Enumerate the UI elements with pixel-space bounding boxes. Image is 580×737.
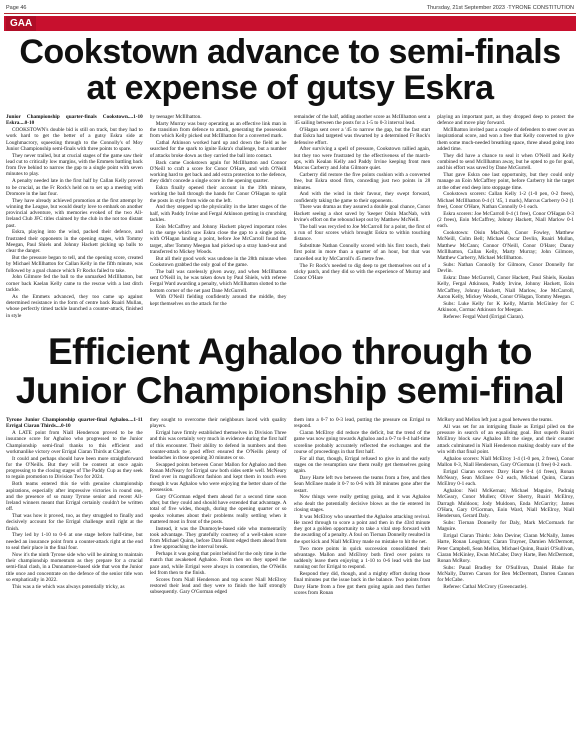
article-paragraph: They did have a chance to seal it when O'Neill and Kelly combined to send McIllhatton away, but he opted to go for goal, and his effort was saved by Dane McGurrell.	[437, 152, 574, 172]
article-paragraph: Back came Cookstown again for McIllhatton and Connor O'Neill to craft a score for Conor O'Hare, and with O'Neill working hard to get back and add extra protection to the defence, they didn't concede a single score in the opening quarter.	[149, 159, 287, 185]
story2-headline: Efficient Aghaloo through to Junior Championship semi-final	[15, 331, 565, 411]
story1-body	[6, 114, 574, 322]
article-paragraph: Referee: Fergal Ward (Errigal Ciaran).	[443, 313, 525, 320]
story2-column	[150, 417, 287, 733]
section-label: GAA	[6, 16, 36, 31]
story2-column	[6, 417, 143, 733]
article-paragraph: Subs: Paual Bradley for O'Sullivan, Daniel Blake for McNally, Darren Carson for Ben McDermott, Darren Cannon for McCabe.	[437, 564, 574, 584]
article-paragraph: They never trailed, but at crucial stages of the game saw their lead cut to critically low margins, with the Emmets battling back from five behind to narrow the gap to a single point with seven minutes to play.	[6, 152, 143, 178]
article-paragraph: A LATE point from Niall Henderson proved to be the insurance score for Aghaloo who progressed to the Junior Championship semi-final thanks to this efficient and workmanlike victory over Errigal Ciaran Thirds at Clogher.	[6, 430, 143, 455]
article-paragraph: Marty Murray was busy operating as an effective link man in the transition from defence to attack, generating the possession from which Kelly picked out McIllhatton for a converted mark.	[149, 120, 287, 140]
article-paragraph: That was how it proved, too, as they struggled to finally and decisively account for the Errigal challenge until right at the finish.	[6, 513, 143, 532]
article-paragraph: As the Emmets advanced, they too came up against determined resistance in the form of centre back Ruairi Mullan, whose perfectly timed tackle launched a counter-attack, finished in style	[6, 293, 143, 319]
article-paragraph: Eskra, playing into the wind, packed their defence, and frustrated their opponents in the opening stages, with Tommy Meegan, Paul Shiels and Johnny Hackett picking up balls to clear the danger.	[6, 229, 143, 255]
issue-line: Thursday, 21st September 2023 ·TYRONE CONSTITUTION	[426, 5, 574, 11]
article-paragraph: COOKSTOWN's double bid is still on track, but they had to work hard to get the better of a gutsy Eskra side at Loughmacrory, squeezing through to the Connolly's of Moy Junior Championship semi-finals with three points to spare.	[6, 127, 143, 152]
article-paragraph: Perhaps it was going that point behind for the only time in the match that awakened Aghaloo. From then on they upped the pace and, while Errigal were always in contention, the O'Neills led from then to the finish.	[149, 551, 287, 576]
article-paragraph: Subs: Tiernan Donnelly for Daly, Mark McCormack for Maguire.	[437, 519, 574, 533]
section-bar	[4, 16, 576, 31]
story-subhead: Tyrone Junior Championship quarter-final Aghaloo....1-11 Errigal Ciaran Thirds....0-10	[6, 417, 143, 430]
article-paragraph: Errigal Ciaran scorers: Davy Harte 0-4 (4 frees), Ronan McNeary, Sean McEnee 0-2 each, Michael Quinn, Ciaran McElroy 0-1 each.	[437, 468, 574, 488]
story1-column	[437, 114, 574, 322]
article-paragraph: Instead, it was the Dunmoyle-based side who momentarily took advantage. They gratefully courtesy of a well-taken score from Michael Quinn, before Dara Hurst edged them ahead from a free approaching the interval break.	[149, 525, 287, 551]
article-paragraph: Eskra scorers: Joe McCarroll 0-4 (1 free), Conor O'Hagan 0-3 (2 frees), Eoin McCaffrey, Johnny Hackett, Niall Marlow 0-1 each.	[437, 210, 574, 230]
article-paragraph: Errigal have firmly established themselves in Division Three and this was certainly very much in evidence during the first half of this encounter. Their ability to defend in numbers and then counter-attack to good effect ensured the O'Neills plenty of headaches in those opening 30 minutes or so.	[149, 430, 287, 462]
article-paragraph: Eskra finally opened their account in the 19th minute, working the ball through the hands for Conor O'Hagan to split the posts in style from wide on the left.	[149, 185, 287, 204]
story2-column	[294, 417, 431, 733]
article-paragraph: Ciaran McElroy did reduce the deficit, but the trend of the game was now going towards Aghaloo and a 0-7 to 0-4 half-time scoreline probably accurately reflected the exchanges and the course of proceedings in that first half.	[293, 430, 431, 455]
article-paragraph: A penalty needed late in the first half by Callan Kelly proved to be crucial, as the Fr Rock's held on to set up a meeting with Dromore in the last four.	[6, 178, 143, 197]
article-paragraph: McIllhatton invited past a couple of defenders to steer over an inspirational score, and won a free that Kelly converted to give them some much-needed breathing space, three ahead going into added time.	[437, 127, 574, 152]
article-paragraph: There was drama as they assured a double goal chance, Conor Hackett seeing a shot saved by 'keeper Oisin MacNab, with Irvine's effort on the rebound kept out by Matthew McNeill.	[293, 204, 431, 223]
page-number: Page 46	[6, 5, 27, 11]
article-paragraph: And they stepped up the physicality in the latter stages of the half, with Paddy Irvine and Fergal Atkinson getting in crunching tackles.	[149, 204, 287, 223]
article-paragraph: Eskra: Dane McGurrell, Conor Hackett, Paul Shiels, Kealan Kelly, Fergal Atkinson, Paddy Irvine, Johnny Hackett, Eoin McCaffrey, Johnny Hackett, Niall Marlow, Joe McCarroll, Aaron Kelly, Mickey Woods, Conor O'Hagan, Tommy Meegan.	[437, 275, 574, 300]
article-paragraph: After surviving a spell of pressure, Cookstown rallied again, but they too were frustrated by the effectiveness of the march-ups, with Kealan Kelly and Paddy Irvine keeping front men Marcus Carberry and John Gilmore quiet.	[293, 146, 431, 172]
article-paragraph: Cathal Atkinson worked hard up and down the field as he searched for the spark to ignite Eskra's challenge, but a number of attacks broke down as they carried the ball into contact.	[149, 140, 287, 159]
article-paragraph: Subs: Luke Kelly for K Kelly, Martin McGinley for C Atkinson, Cormac Atkinson for Meegan.	[437, 300, 574, 313]
article-paragraph: All was set for an intriguing finale as Errigal piled on the pressure in search of an equalising goal. But superb Ruairi McElroy block saw Aghaloo lift the siege, and their counter attack culminated in Niall Henderson making doubly sure of the win with that final point.	[437, 423, 574, 455]
article-paragraph: The Fr Rock's needed to dig deep to get themselves out of a sticky patch, and they did so with the experience of Murray and Conor O'Hare	[293, 262, 431, 281]
article-paragraph: Both teams entered this tie with genuine championship aspirations, especially after impressive victories in round one, and the presence of so many Tyrone senior and recent All-Ireland winners meant that Errigal certainly couldn't be written off.	[6, 481, 143, 513]
article-paragraph: Davy Harte left two between the teams from a free, and then Sean McEnee made it 0-7 to 0-6 with 38 minutes gone after the restart.	[293, 475, 431, 494]
article-paragraph: Subs: Nathan Connolly for Gilmore, Conor Donnelly for Devlin.	[437, 261, 574, 275]
article-paragraph: them into a 0-7 to 0-3 lead, putting the pressure on Errigal to respond.	[293, 417, 431, 430]
article-paragraph: by teenager McIllhatton.	[149, 114, 202, 120]
story1-column	[294, 114, 431, 322]
article-paragraph: The ball was carelessly given away, and when McIllhatton sent O'Neill in, he was taken down by Paul Shiels, with referee Fergal Ward awarding a penalty, which McIllhatton slotted to the bottom corner of the net past Dane McGurrell.	[149, 268, 287, 294]
page-header	[6, 3, 574, 13]
article-paragraph: O'Hagan sent over a '45 to narrow the gap, but the fast start that Eskra had targeted was thwarted by a determined Fr Rock's defensive effort.	[293, 127, 431, 146]
article-paragraph: Now it's the ninth Tyrone side who will be aiming to maintain their championship momentum as they prepare for a crucial semi-final clash, in a Dunnamore-based side that won the Junior title once and concentrate on the defence of the senior title won so emphatically in 2022.	[6, 551, 143, 583]
article-paragraph: It could and perhaps should have been more straightforward for the O'Neills. But they will be content at once again progressing to the closing stages of The Paddy Cup as they seek to regain promotion to Division Two for 2024.	[6, 455, 143, 481]
story2-column	[437, 417, 574, 733]
header-rule	[4, 13, 576, 14]
article-paragraph: McRory and Mellon left just a goal between the teams.	[437, 417, 553, 423]
article-paragraph: remainder of the half, adding another score as McIllhatton sent a '45 sailing between the posts for a 1-5 to 0-3 interval lead.	[293, 114, 431, 127]
article-paragraph: And with the wind in their favour, they swept forward, confidently taking the game to their opponents.	[293, 191, 431, 204]
article-paragraph: John Gilmore fed the ball to the unmarked McIllhatton, but corner back Kaelan Kelly came to the rescue with a last ditch tackle.	[6, 274, 143, 293]
article-paragraph: Two more points in quick succession consolidated their advantage. Mallon and McElroy both fired over points to suddenly leave them enjoying a 1-10 to 0-6 lead with the last running out for Errigal to respond.	[293, 545, 431, 571]
article-paragraph: But all their good work was undone in the 28th minute when Cookstown grabbed the only goal of the game.	[149, 255, 287, 268]
story1-column	[150, 114, 287, 322]
article-paragraph: playing an important part, as they dropped deep to protect the defence and move play forward.	[437, 114, 574, 127]
article-paragraph: That gave Eskra one last opportunity, but they could only manage an Eoin McCaffrey point, before Carberry hit the target at the other end deep into stoppage time.	[437, 172, 574, 191]
article-paragraph: Now things were really getting going, and it was Aghaloo who dealt the potentially decisive blows as the tie entered its closing stages.	[293, 494, 431, 513]
article-paragraph: Substitute Nathan Connolly scored with his first touch, their first point in more than a quarter of an hour, but that was cancelled out by McCarroll's 45 metre free.	[293, 243, 431, 262]
article-paragraph: Carberry did restore the five points cushion with a converted free, but Eskra stood firm, conceding just two points in 28 minutes.	[293, 172, 431, 191]
article-paragraph: Eoin McCaffrey and Johnny Hackett played important roles in the surge which saw Eskra close the gap to a single point, with O'Hagan landing a point, before Joe McCarroll found the target, after Tommy Meegan had picked up a stray hand-out and transferred to Mickey Woods.	[149, 223, 287, 255]
article-paragraph: Respond they did, though, and a mighty effort during those final minutes put the issue back in the balance. Two points from Davy Harte from a free got them going again and then further scores from Ronan	[293, 571, 431, 596]
article-paragraph: But the pressure began to tell, and the opening score, created by Michael McIllhatton for Callan Kelly in the fifth minute, was followed by a goal chance which Fr Rocks failed to take.	[6, 255, 143, 274]
article-paragraph: For all that, though, Errigal refused to give in and the early stages on the resumption saw them really get themselves going again.	[293, 455, 431, 475]
article-paragraph: they sought to overcome their neighbours laced with quality players.	[149, 417, 287, 430]
article-paragraph: Errigal Ciaran Thirds: John Devine; Ciaran McNally, James Harte, Ronan Loughran; Ciaran Trayner, Damien McDermott, Peter Campbell, Sean Mellon, Michael Quinn, Ruairi O'Sullivan, Ciaran McKinley, Ewan McCabe; Davy Harte, Ben McDermott, Ronan McRory.	[437, 533, 574, 565]
article-paragraph: Scores from Niall Henderson and top scorer Niall McElroy restored their lead and they were to finish the half strongly subsequently. Gary O'Gorman edged	[149, 576, 287, 596]
article-paragraph: Aghaloo: Neil McKernan; Michael Maguire, Padraig McGeary, Conor Mullen; Oliver Sherry, Ruairi McElroy, Darragh Muldoon; Jody Muldoon, Enda McGarrity; James O'Hara, Gary O'Gorman, Eoin Ward, Niall McElroy, Niall Henderson, Gerard Daly.	[437, 488, 574, 520]
article-paragraph: Referee: Cathal McCrory (Greencastle).	[443, 584, 528, 591]
story1-column	[6, 114, 143, 322]
article-paragraph: It was McElroy who unearthed the Aghaloo attacking revival. He raced through to score a point and then in the 43rd minute they got a golden opportunity to take a vital step forward with the awarding of a penalty. A foul on Tiernan Donnelly resulted in the spot kick and Niall McElroy made no mistake to hit the net.	[293, 513, 431, 545]
article-paragraph: Gary O'Gorman edged them ahead for a second time soon after, but they could and should have extended that advantage. A total of five wides, though, during the opening quarter or so speaks volumes about their problems really settling when it mattered most in front of the posts.	[149, 493, 287, 525]
article-paragraph: The ball was recycled to Joe McCarroll for a point, the first of a run of four scores which brought Eskra to within touching distance.	[293, 223, 431, 243]
article-paragraph: They led by 1-10 to 0-6 at one stage before half-time, but needed an insurance point from a counter-attack right at the end to seal their place in the final four.	[6, 532, 143, 551]
article-paragraph: Aghaloo scorers: Niall McElroy 1-4 (1-0 pen, 2 frees), Conor Mallon 0-3, Niall Henderson, Gary O'Gorman (1 free) 0-2 each.	[437, 455, 574, 468]
article-paragraph: Cookstown scorers: Callan Kelly 1-2 (1-0 pen, 0-2 frees), Michael McIllhatton 0-4 (1 '45, 1 mark), Marcus Carberry 0-2 (1 free), Conor O'Hare, Nathan Connolly 0-1 each.	[437, 191, 574, 210]
article-paragraph: Swapped points between Conor Mallon for Aghaloo and then Ronan McNeary for Errigal saw both sides settle well. McNeary fired over in magnificent fashion and kept them in touch even though it was Aghaloo who were enjoying the better share of the possession.	[149, 461, 287, 493]
article-paragraph: Cookstown: Oisin MacNab, Conor Fowley, Matthew McNeill, Colm Bell; Michael Oscar Devlin, Ruairi Mullan, Matthew McCann; Connor O'Neill, Conor O'Hare; Danny McIllhatton, Callan Kelly, Marty Murray; John Gilmore, Matthew Carberry, Michael McIllhatton.	[437, 230, 574, 262]
story2-body	[6, 417, 574, 733]
story-subhead: Junior Championship quarter-finals Cookstown....1-10 Eskra....0-10	[6, 114, 143, 127]
article-paragraph: They have already achieved promotion at the first attempt by winning the League, but would dearly love to embark on another provincial adventure, with memories evoked of the two All-Ireland Club JFC titles claimed by the club in the not too distant past.	[6, 197, 143, 229]
story1-headline: Cookstown advance to semi-finals at expense of gutsy Eskra	[19, 33, 561, 107]
article-paragraph: This was a tie which was always potentially tricky, as	[12, 583, 125, 590]
article-paragraph: With O'Neill fielding confidently around the middle, they kept themselves on the attack for the	[149, 294, 287, 307]
